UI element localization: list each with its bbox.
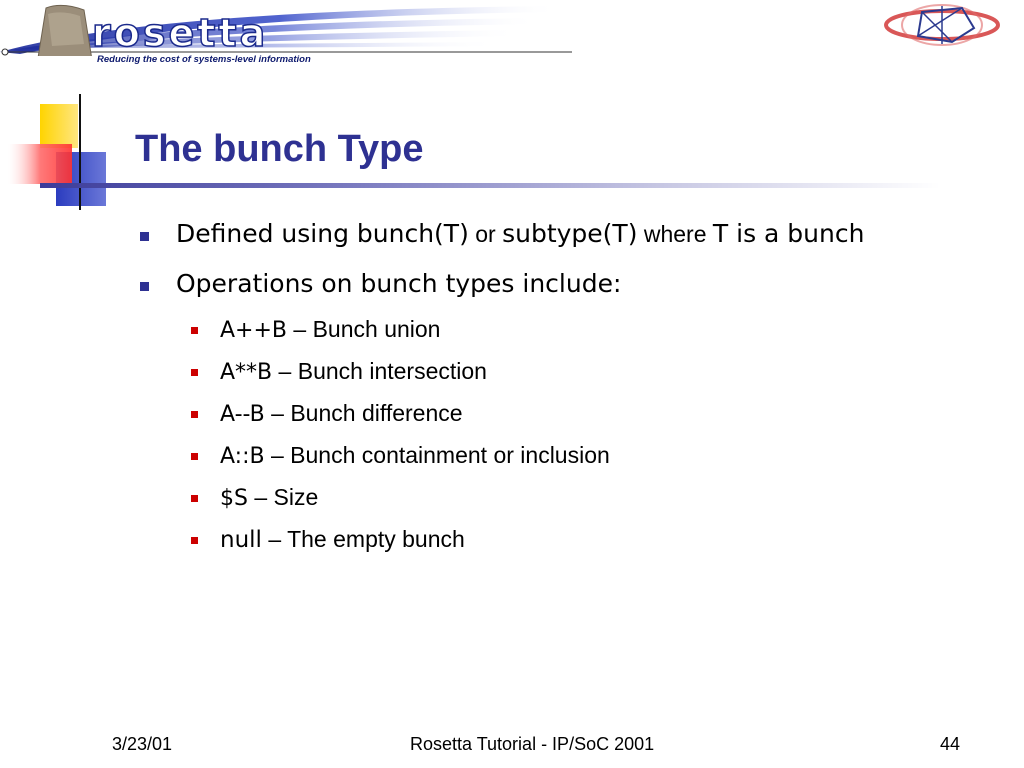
- bullet-text: or: [468, 221, 503, 247]
- footer-date: 3/23/01: [112, 734, 173, 754]
- square-bullet-icon: [191, 453, 198, 460]
- footer-title: Rosetta Tutorial - IP/SoC 2001: [410, 734, 655, 754]
- operations-list: [190, 309, 958, 561]
- operator-code: $S: [220, 486, 248, 511]
- operator-code: A++B: [220, 318, 288, 343]
- square-bullet-icon: [140, 282, 149, 291]
- title-decoration-graphic: [0, 90, 140, 210]
- brand-tagline: Reducing the cost of systems-level information: [97, 54, 311, 65]
- brand-logo-text: rosetta: [92, 11, 269, 55]
- header-banner: [0, 0, 600, 70]
- square-bullet-icon: [191, 411, 198, 418]
- bullet-text: where: [637, 221, 713, 247]
- title-underline: [40, 183, 940, 188]
- operator-code: A--B: [220, 402, 265, 427]
- list-item: [190, 477, 958, 519]
- list-item: [190, 393, 958, 435]
- list-item: [190, 519, 958, 561]
- operator-code: null: [220, 527, 262, 553]
- slide-content: [138, 212, 958, 561]
- code-t: T: [712, 219, 729, 248]
- slide-number: 44: [940, 734, 961, 754]
- square-bullet-icon: [140, 232, 149, 241]
- operator-code: A**B: [220, 360, 273, 385]
- square-bullet-icon: [191, 495, 198, 502]
- operator-description: – Size: [247, 484, 319, 510]
- square-bullet-icon: [191, 327, 198, 334]
- bullet-text: is a bunch: [728, 219, 865, 248]
- square-bullet-icon: [191, 369, 198, 376]
- square-bullet-icon: [191, 537, 198, 544]
- bullet-defined-using: [138, 212, 958, 256]
- operator-description: – Bunch difference: [264, 400, 463, 426]
- slide-title: The bunch Type: [135, 128, 424, 170]
- operator-description: – Bunch containment or inclusion: [264, 442, 610, 468]
- bullet-text: Defined using: [176, 219, 357, 248]
- operator-code: A::B: [220, 444, 265, 469]
- network-emblem-icon: [882, 2, 1002, 48]
- operator-description: – The empty bunch: [261, 526, 465, 552]
- operator-description: – Bunch intersection: [272, 358, 487, 384]
- code-bunch-t: bunch(T): [356, 219, 469, 248]
- bullet-operations: [138, 262, 958, 305]
- bullet-text: Operations on bunch types include:: [176, 269, 622, 298]
- list-item: [190, 309, 958, 351]
- operator-description: – Bunch union: [287, 316, 441, 342]
- list-item: [190, 435, 958, 477]
- list-item: [190, 351, 958, 393]
- code-subtype-t: subtype(T): [502, 219, 638, 248]
